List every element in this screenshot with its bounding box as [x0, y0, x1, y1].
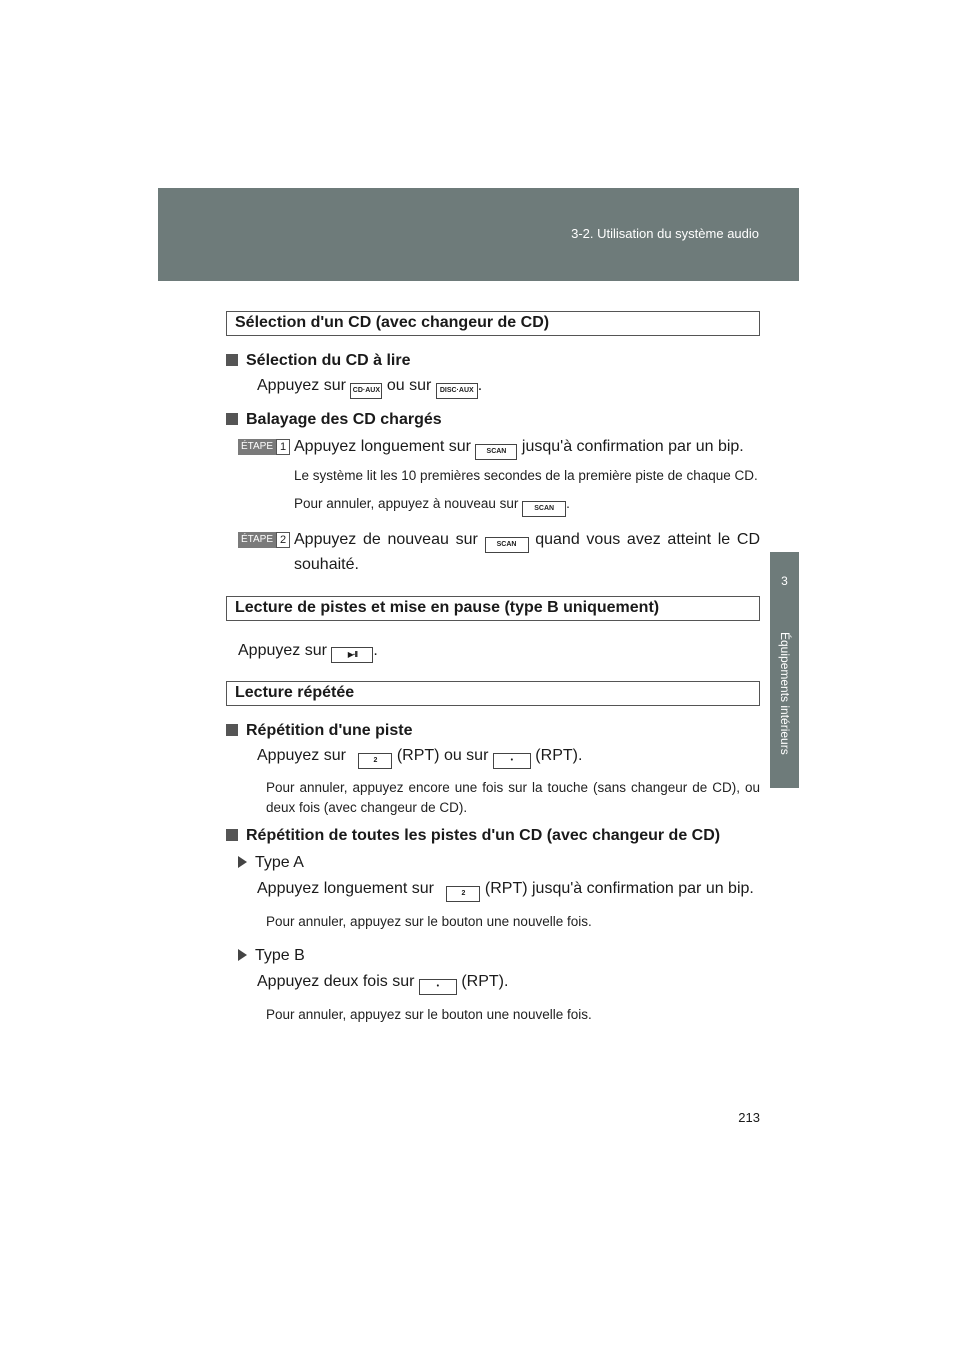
chapter-number: 3	[781, 574, 788, 588]
section-title-cd-selection: Sélection d'un CD (avec changeur de CD)	[226, 311, 760, 336]
step-1	[226, 435, 760, 517]
page-number: 213	[738, 1110, 760, 1125]
instruction-play-pause: Appuyez sur ▶·II .	[226, 639, 760, 663]
bullet-square-icon	[226, 829, 238, 841]
dot-key-icon: •	[493, 753, 531, 769]
cd-aux-key-icon: CD·AUX	[350, 383, 382, 399]
section-title: 3-2. Utilisation du système audio	[571, 226, 759, 241]
type-b-heading: Type B	[226, 944, 760, 967]
bullet-square-icon	[226, 724, 238, 736]
subheading-scan: Balayage des CD chargés	[226, 411, 760, 429]
step-1-text: Appuyez longuement sur SCAN jusqu'à confirmation par un bip.	[294, 435, 760, 460]
note-type-a: Pour annuler, appuyez sur le bouton une nouvelle fois.	[266, 914, 592, 929]
step-2-text: Appuyez de nouveau sur SCAN quand vous avez atteint le CD souhaité.	[294, 531, 760, 573]
section-title-play-pause: Lecture de pistes et mise en pause (type B uniquement)	[226, 596, 760, 621]
scan-key-icon: SCAN	[522, 501, 566, 517]
scan-key-icon: SCAN	[485, 537, 529, 553]
triangle-bullet-icon	[238, 856, 247, 868]
section-header-bar	[158, 188, 799, 281]
subheading-cd-select: Sélection du CD à lire	[226, 352, 760, 370]
disc-aux-key-icon: DISC·AUX	[436, 383, 478, 399]
section-title-repeat: Lecture répétée	[226, 681, 760, 706]
page-content	[226, 311, 760, 1025]
play-pause-key-icon: ▶·II	[331, 647, 373, 663]
note-type-b: Pour annuler, appuyez sur le bouton une nouvelle fois.	[266, 1007, 592, 1022]
instruction-type-a: Appuyez longuement sur 2 (RPT) jusqu'à confirmation par un bip.	[226, 877, 760, 902]
subheading-repeat-all: Répétition de toutes les pistes d'un CD (avec changeur de CD)	[226, 827, 760, 845]
chapter-label: Équipements intérieurs	[778, 632, 792, 755]
step-1-cancel: Pour annuler, appuyez à nouveau sur SCAN .	[294, 494, 760, 517]
scan-key-icon: SCAN	[475, 444, 517, 460]
instruction-cd-select: Appuyez sur CD·AUX ou sur DISC·AUX .	[226, 374, 760, 399]
instruction-repeat-track: Appuyez sur 2 (RPT) ou sur • (RPT).	[226, 744, 760, 769]
step-2-badge: ÉTAPE 2	[238, 532, 290, 548]
instruction-type-b: Appuyez deux fois sur • (RPT).	[226, 970, 760, 995]
preset-2-key-icon: 2	[446, 886, 480, 902]
step-1-badge: ÉTAPE 1	[238, 439, 290, 455]
dot-key-icon: •	[419, 979, 457, 995]
subheading-repeat-track: Répétition d'une piste	[226, 722, 760, 740]
preset-2-key-icon: 2	[358, 753, 392, 769]
bullet-square-icon	[226, 354, 238, 366]
note-repeat-track: Pour annuler, appuyez encore une fois sur la touche (sans changeur de CD), ou deux fois (avec changeur de CD).	[266, 780, 760, 815]
step-2	[226, 528, 760, 576]
bullet-square-icon	[226, 413, 238, 425]
step-1-note: Le système lit les 10 premières secondes de la première piste de chaque CD.	[294, 468, 758, 483]
type-a-heading: Type A	[226, 851, 760, 874]
triangle-bullet-icon	[238, 949, 247, 961]
